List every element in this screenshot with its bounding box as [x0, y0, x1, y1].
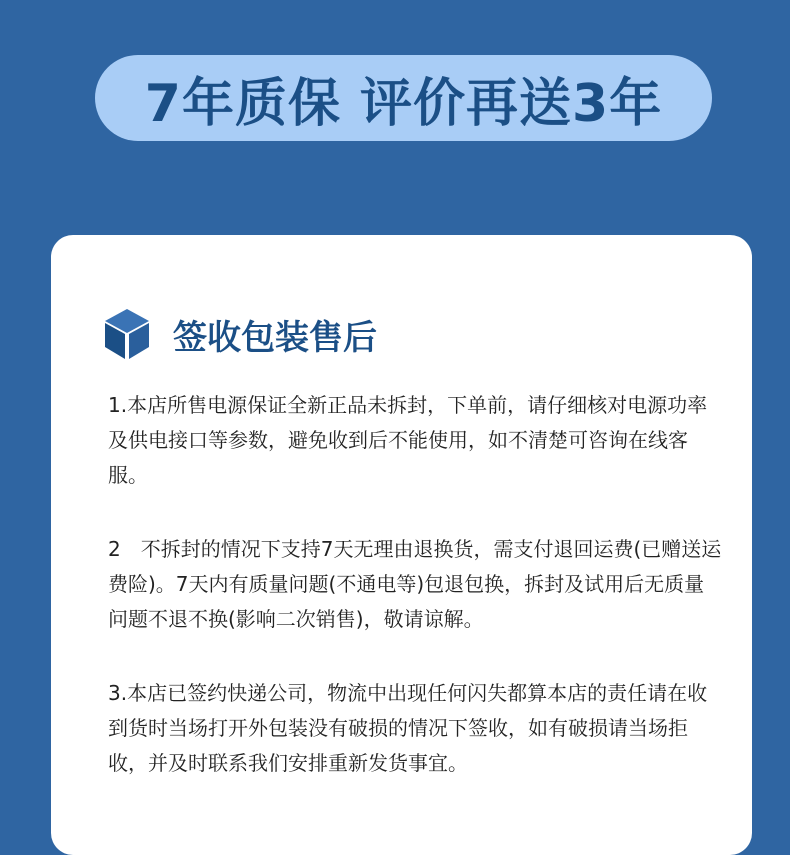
policy-paragraph-3: 3.本店已签约快递公司，物流中出现任何闪失都算本店的责任请在收到货时当场打开外包装没有破损的情况下签收，如有破损请当场拒收，并及时联系我们安排重新发货事宜。	[108, 681, 708, 775]
banner-title: 7年质保 评价再送3年	[144, 73, 663, 134]
policy-paragraph-1: 1.本店所售电源保证全新正品未拆封，下单前，请仔细核对电源功率及供电接口等参数，避免收到后不能使用，如不清楚可咨询在线客服。	[108, 393, 708, 487]
cube-icon	[103, 307, 151, 361]
after-sales-card	[51, 235, 752, 855]
section-title: 签收包装售后	[173, 317, 377, 358]
section-header	[103, 307, 377, 361]
warranty-banner	[95, 55, 712, 141]
policy-paragraph-2: 2 不拆封的情况下支持7天无理由退换货，需支付退回运费(已赠送运费险)。7天内有质量问题(不通电等)包退包换，拆封及试用后无质量问题不退不换(影响二次销售)，敬请谅解。	[108, 537, 722, 631]
